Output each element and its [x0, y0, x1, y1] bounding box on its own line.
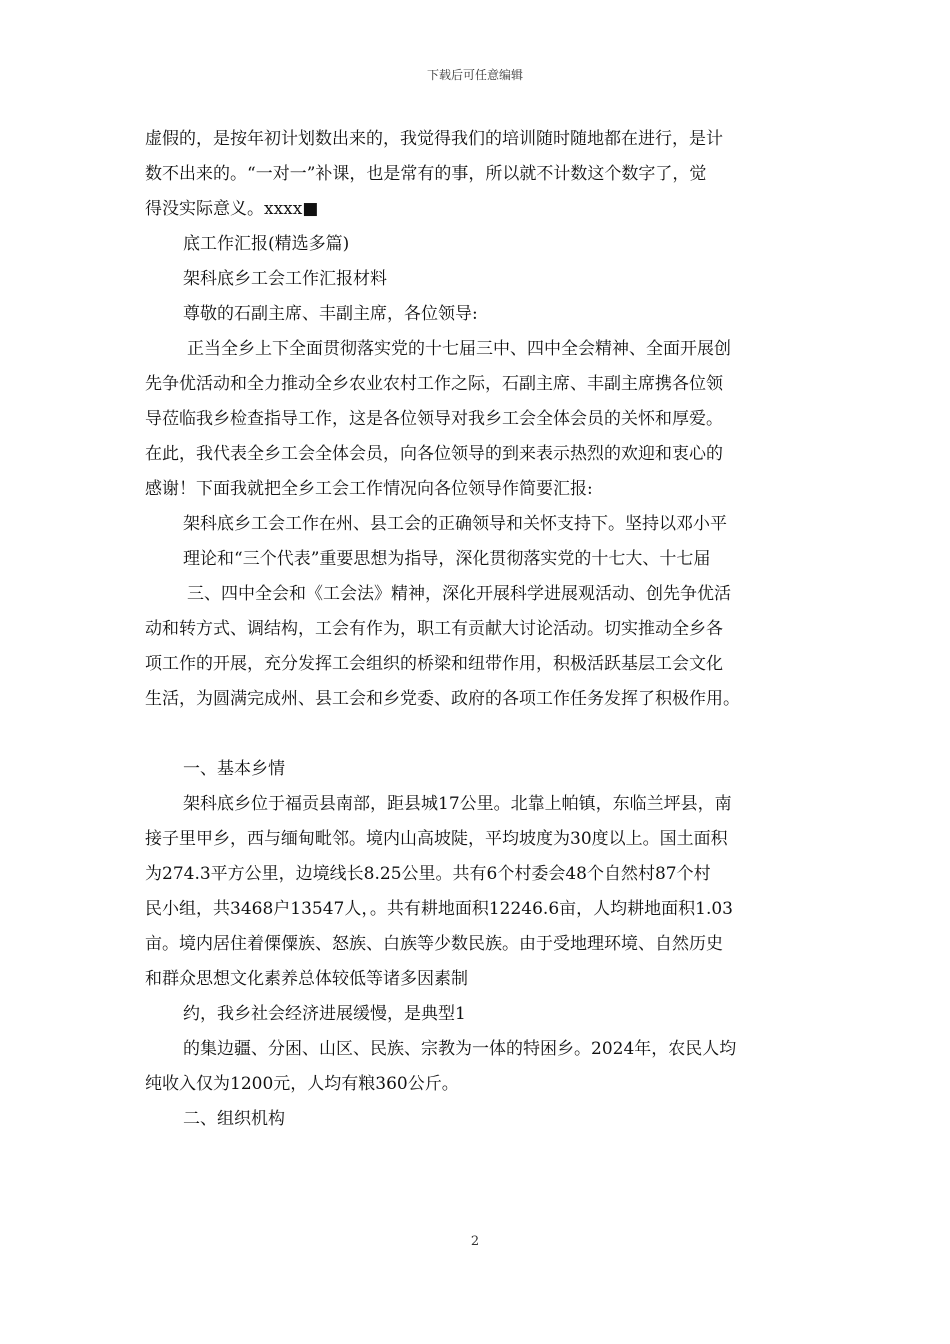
paragraph-line: 约，我乡社会经济进展缓慢，是典型1: [183, 1004, 466, 1024]
section-heading: 二、组织机构: [183, 1109, 285, 1129]
paragraph-line: 数不出来的。“一对一”补课，也是常有的事，所以就不计数这个数字了，觉: [145, 164, 707, 184]
paragraph-line: 架科底乡位于福贡县南部，距县城17公里。北靠上帕镇，东临兰坪县，南: [183, 794, 732, 814]
paragraph-line: 项工作的开展，充分发挥工会组织的桥梁和纽带作用，积极活跃基层工会文化: [145, 654, 723, 674]
salutation: 尊敬的石副主席、丰副主席，各位领导:: [183, 304, 478, 324]
paragraph-line: 为274.3平方公里，边境线长8.25公里。共有6个村委会48个自然村87个村: [145, 864, 711, 884]
paragraph-line: 三、四中全会和《工会法》精神，深化开展科学进展观活动、创先争优活: [187, 584, 731, 604]
paragraph-line: 先争优活动和全力推动全乡农业农村工作之际，石副主席、丰副主席携各位领: [145, 374, 723, 394]
paragraph-line: 接子里甲乡，西与缅甸毗邻。境内山高坡陡，平均坡度为30度以上。国土面积: [145, 829, 728, 849]
paragraph-line: 导莅临我乡检查指导工作，这是各位领导对我乡工会全体会员的关怀和厚爱。: [145, 409, 723, 429]
paragraph-line: 在此，我代表全乡工会全体会员，向各位领导的到来表示热烈的欢迎和衷心的: [145, 444, 723, 464]
paragraph-line: 架科底乡工会工作在州、县工会的正确领导和关怀支持下。坚持以邓小平: [183, 514, 727, 534]
blank-line: [145, 717, 835, 752]
page-header: 下载后可任意编辑: [426, 68, 523, 82]
paragraph-line: 得没实际意义。xxxx■: [145, 199, 319, 219]
paragraph-line: 感谢！下面我就把全乡工会工作情况向各位领导作简要汇报:: [145, 479, 593, 499]
section-heading: 一、基本乡情: [183, 759, 285, 779]
paragraph-line: 虚假的，是按年初计划数出来的，我觉得我们的培训随时随地都在进行，是计: [145, 129, 723, 149]
paragraph-line: 和群众思想文化素养总体较低等诸多因素制: [145, 969, 468, 989]
paragraph-line: 的集边疆、分困、山区、民族、宗教为一体的特困乡。2024年，农民人均: [183, 1039, 737, 1059]
document-body: [145, 122, 835, 1137]
paragraph-line: 动和转方式、调结构，工会有作为，职工有贡献大讨论活动。切实推动全乡各: [145, 619, 723, 639]
paragraph-line: 正当全乡上下全面贯彻落实党的十七届三中、四中全会精神、全面开展创: [187, 339, 731, 359]
paragraph-line: 亩。境内居住着傈僳族、怒族、白族等少数民族。由于受地理环境、自然历史: [145, 934, 723, 954]
document-title: 底工作汇报(精选多篇): [183, 234, 350, 254]
paragraph-line: 理论和“三个代表”重要思想为指导，深化贯彻落实党的十七大、十七届: [183, 549, 711, 569]
paragraph-line: 民小组，共3468户13547人，。共有耕地面积12246.6亩，人均耕地面积1.03: [145, 899, 733, 919]
paragraph-line: 纯收入仅为1200元，人均有粮360公斤。: [145, 1074, 459, 1094]
paragraph-line: 生活，为圆满完成州、县工会和乡党委、政府的各项工作任务发挥了积极作用。: [145, 689, 740, 709]
page-number: 2: [470, 1234, 480, 1249]
section-title: 架科底乡工会工作汇报材料: [183, 269, 387, 289]
